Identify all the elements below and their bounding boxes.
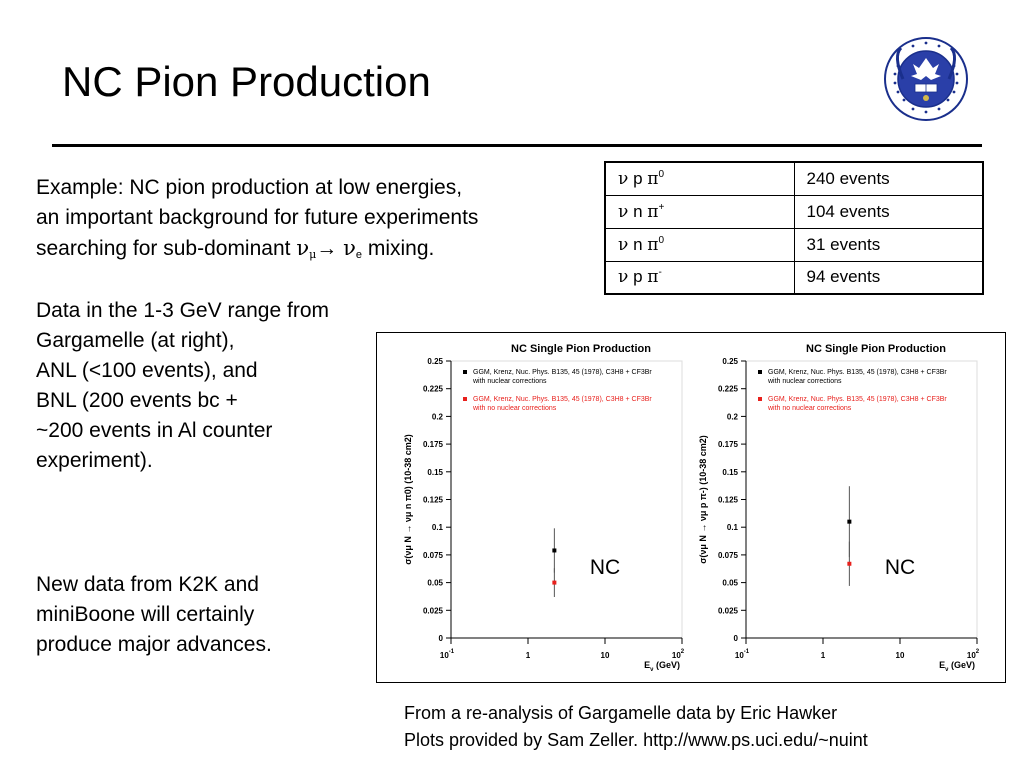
table-row	[605, 195, 983, 228]
y-tick-label: 0.125	[422, 495, 443, 505]
reaction-cell: ν p $\pi^0$	[605, 162, 794, 195]
x-tick-label: $10^2$	[671, 649, 685, 660]
intro-text	[36, 173, 478, 270]
intro-line: Example: NC pion production at low energies,	[36, 176, 463, 199]
new-data-line: New data from K2K and	[36, 573, 259, 596]
y-tick-label: 0.1	[726, 523, 738, 533]
data-point	[847, 520, 851, 524]
chart-title: NC Single Pion Production	[806, 343, 946, 355]
y-tick-label: 0.25	[427, 357, 443, 366]
y-tick-label: 0	[438, 634, 443, 643]
new-data-line: miniBoone will certainly	[36, 603, 255, 626]
y-tick-label: 0.025	[422, 606, 443, 616]
events-table	[604, 161, 984, 295]
y-tick-label: 0.175	[422, 440, 443, 450]
y-tick-label: 0.15	[427, 467, 443, 477]
data-summary-text	[36, 296, 329, 476]
x-axis-label: $E_\nu$ (GeV)	[939, 660, 975, 673]
table-row	[605, 261, 983, 294]
legend-entry: with no nuclear corrections	[473, 405, 557, 412]
data-line: experiment).	[36, 449, 153, 472]
y-tick-label: 0.05	[722, 578, 738, 588]
y-tick-label: 0.2	[431, 412, 443, 422]
reaction-cell: ν p π-	[605, 261, 794, 294]
x-tick-label: 1	[525, 651, 531, 660]
x-tick-label: 1	[820, 651, 826, 660]
x-tick-label: 10	[600, 651, 610, 660]
plots-frame	[376, 332, 1006, 683]
table-row	[605, 162, 983, 195]
legend-marker	[758, 370, 762, 374]
y-tick-label: 0.125	[717, 495, 738, 505]
chart-annotation: NC	[884, 556, 916, 579]
chart-title: NC Single Pion Production	[511, 343, 651, 355]
data-line: BNL (200 events bc +	[36, 389, 238, 412]
y-tick-label: 0.075	[717, 550, 738, 560]
data-point	[552, 548, 556, 552]
events-cell: 240 events	[794, 162, 983, 195]
y-tick-label: 0.025	[717, 606, 738, 616]
table-row	[605, 228, 983, 261]
y-tick-label: 0.1	[431, 523, 443, 533]
y-tick-label: 0.225	[422, 384, 443, 394]
y-tick-label: 0.175	[717, 440, 738, 450]
y-tick-label: 0.05	[427, 578, 443, 588]
events-cell: 94 events	[794, 261, 983, 294]
data-line: ANL (<100 events), and	[36, 359, 258, 382]
intro-line: an important background for future experiments	[36, 206, 479, 229]
legend-entry: with no nuclear corrections	[768, 405, 852, 412]
arrow-icon: →	[316, 237, 338, 260]
data-point	[552, 581, 556, 585]
y-tick-label: 0.075	[422, 550, 443, 560]
legend-entry: GGM, Krenz, Nuc. Phys. B135, 45 (1978), C3H8 + CF3Br	[768, 369, 947, 376]
data-line: Gargamelle (at right),	[36, 329, 235, 352]
page-title: NC Pion Production	[62, 58, 431, 105]
x-tick-label: $10^{-1}$	[439, 649, 455, 660]
y-tick-label: 0.15	[722, 467, 738, 477]
legend-entry: GGM, Krenz, Nuc. Phys. B135, 45 (1978), C3H8 + CF3Br	[473, 369, 652, 376]
new-data-text	[36, 570, 272, 660]
title-rule	[52, 144, 982, 147]
x-tick-label: $10^2$	[966, 649, 980, 660]
university-seal-logo	[883, 36, 969, 122]
legend-entry: with nuclear corrections	[473, 378, 547, 385]
y-axis-label: σ(νμ N → νμ p π-) (10-38 cm2)	[698, 435, 708, 564]
intro-line: searching for sub-dominant $\nu_\mu\to \nu_e$ mixing.	[36, 236, 435, 261]
legend-entry: GGM, Krenz, Nuc. Phys. B135, 45 (1978), C3H8 + CF3Br	[473, 396, 652, 403]
chart-annotation: NC	[589, 556, 621, 579]
data-point	[847, 562, 851, 566]
data-line: Data in the 1-3 GeV range from	[36, 299, 329, 322]
legend-entry: with nuclear corrections	[768, 378, 842, 385]
credit-line: Plots provided by Sam Zeller. http://www.ps.uci.edu/~nuint	[404, 730, 868, 750]
events-cell: 31 events	[794, 228, 983, 261]
x-tick-label: $10^{-1}$	[734, 649, 750, 660]
legend-marker	[758, 397, 762, 401]
credit-line: From a re-analysis of Gargamelle data by Eric Hawker	[404, 703, 838, 723]
legend-marker	[463, 370, 467, 374]
credit-text	[404, 700, 868, 754]
legend-marker	[463, 397, 467, 401]
reaction-cell: ν n $\pi^0$	[605, 228, 794, 261]
plots-svg	[377, 333, 1005, 682]
y-tick-label: 0.25	[722, 357, 738, 366]
x-axis-label: $E_\nu$ (GeV)	[644, 660, 680, 673]
legend-entry: GGM, Krenz, Nuc. Phys. B135, 45 (1978), C3H8 + CF3Br	[768, 396, 947, 403]
y-tick-label: 0.225	[717, 384, 738, 394]
y-tick-label: 0	[733, 634, 738, 643]
y-tick-label: 0.2	[726, 412, 738, 422]
events-cell: 104 events	[794, 195, 983, 228]
new-data-line: produce major advances.	[36, 633, 272, 656]
x-tick-label: 10	[895, 651, 905, 660]
y-axis-label: σ(νμ N → νμ n π0) (10-38 cm2)	[403, 434, 413, 565]
data-line: ~200 events in Al counter	[36, 419, 273, 442]
reaction-cell: ν n π+	[605, 195, 794, 228]
